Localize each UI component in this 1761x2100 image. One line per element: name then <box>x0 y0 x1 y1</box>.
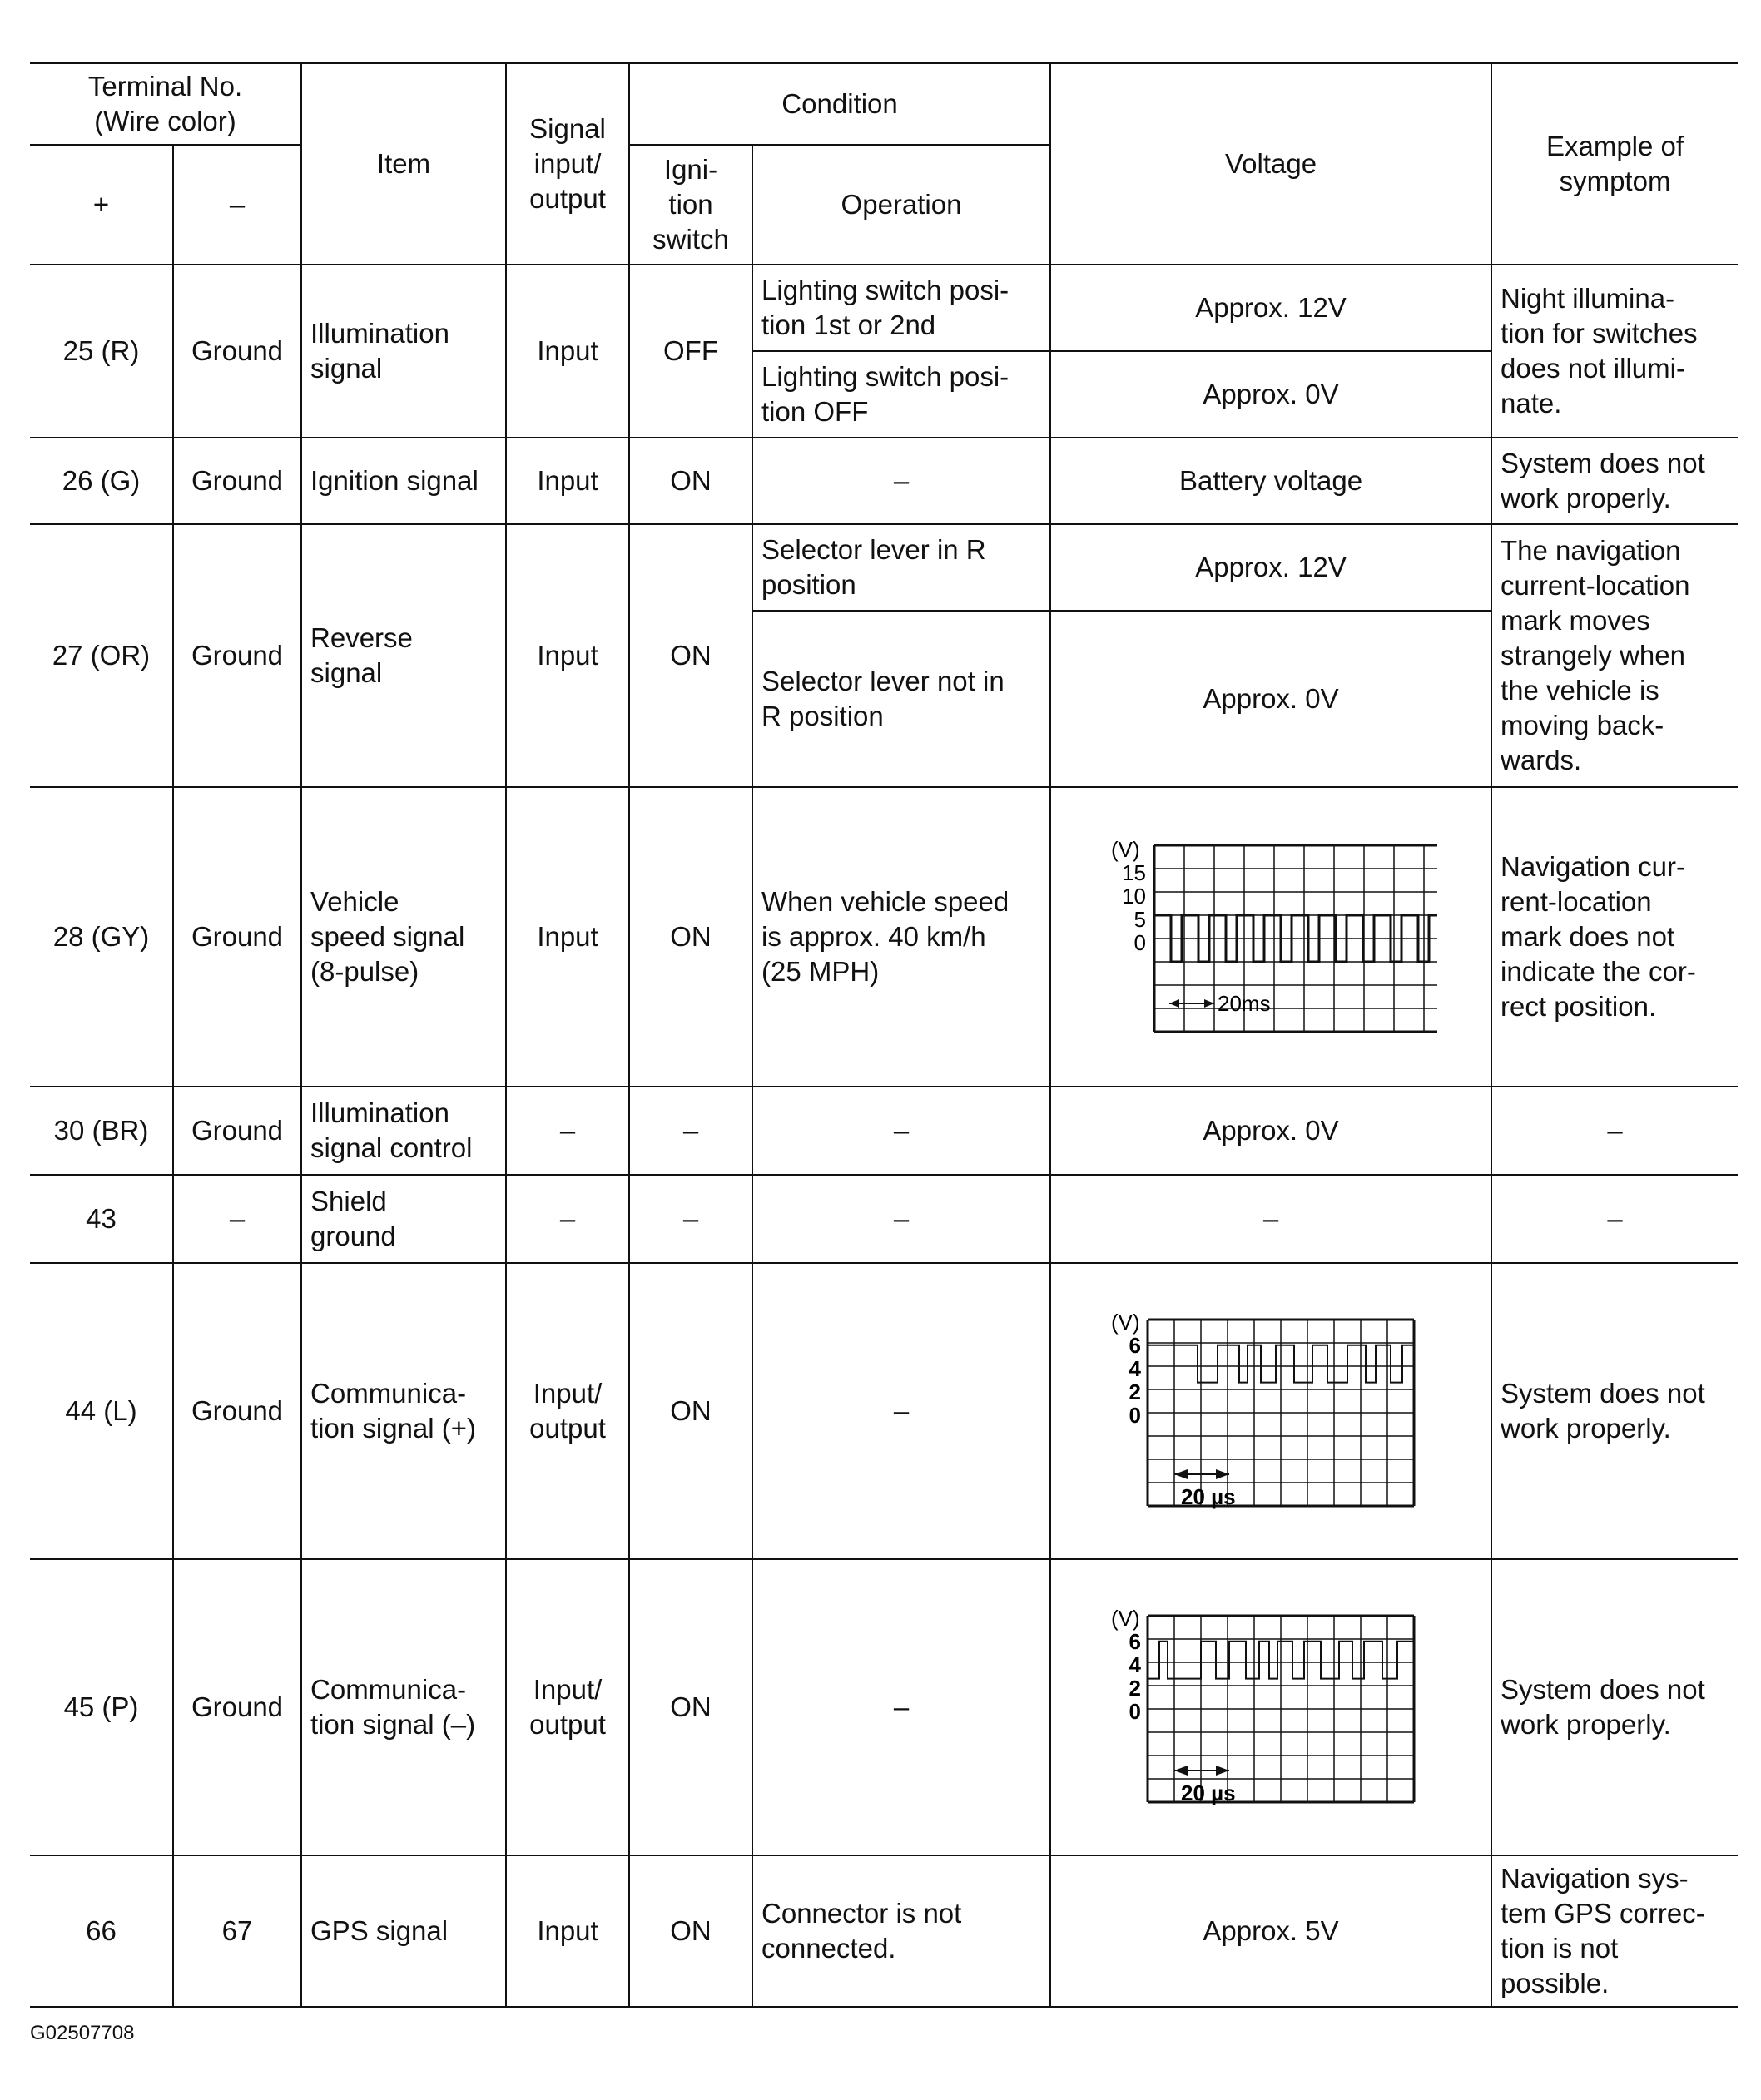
row-operation: – <box>752 1087 1050 1175</box>
waveform-unit: (V) <box>1111 1606 1140 1631</box>
row-plus: 66 <box>30 1855 173 2008</box>
header-signal: Signal input/ output <box>506 63 629 265</box>
waveform-tick: 0 <box>1129 1403 1142 1428</box>
row-operation: Connector is not connected. <box>752 1855 1050 2008</box>
waveform-time-label: 20ms <box>1218 991 1271 1016</box>
row-operation: Selector lever in R position <box>752 524 1050 611</box>
row-ignition: OFF <box>629 265 752 438</box>
row-signal: Input <box>506 265 629 438</box>
waveform-time-label: 20 µs <box>1181 1781 1236 1805</box>
row-plus: 28 (GY) <box>30 787 173 1087</box>
row-operation: Selector lever not in R position <box>752 611 1050 787</box>
row-minus: Ground <box>173 787 301 1087</box>
row-item: Reverse signal <box>301 524 506 787</box>
row-voltage: Approx. 12V <box>1050 524 1491 611</box>
header-plus: + <box>30 145 173 265</box>
row-signal: – <box>506 1175 629 1263</box>
row-minus: Ground <box>173 1087 301 1175</box>
row-plus: 25 (R) <box>30 265 173 438</box>
arrow-head-icon <box>1169 999 1179 1008</box>
row-item: Vehicle speed signal (8-pulse) <box>301 787 506 1087</box>
row-operation: – <box>752 1559 1050 1855</box>
row-ignition: ON <box>629 1855 752 2008</box>
waveform-tick: 4 <box>1129 1652 1142 1677</box>
row-voltage: Approx. 0V <box>1050 351 1491 438</box>
row-operation: – <box>752 1263 1050 1559</box>
row-symptom: – <box>1491 1087 1738 1175</box>
row-item: GPS signal <box>301 1855 506 2008</box>
arrow-head-icon <box>1204 999 1214 1008</box>
row-symptom: Night illumina- tion for switches does not illumi- nate. <box>1491 265 1738 438</box>
row-plus: 44 (L) <box>30 1263 173 1559</box>
header-operation: Operation <box>752 145 1050 265</box>
row-signal: Input/ output <box>506 1559 629 1855</box>
waveform-tick: 0 <box>1133 930 1147 955</box>
waveform-tick: 2 <box>1129 1676 1142 1701</box>
waveform-tick: 10 <box>1122 884 1147 909</box>
row-signal: Input/ output <box>506 1263 629 1559</box>
waveform-tick: 15 <box>1122 860 1147 885</box>
header-item: Item <box>301 63 506 265</box>
row-operation: Lighting switch posi- tion OFF <box>752 351 1050 438</box>
row-minus: Ground <box>173 1263 301 1559</box>
row-signal: – <box>506 1087 629 1175</box>
row-item: Illumination signal control <box>301 1087 506 1175</box>
row-operation: – <box>752 438 1050 524</box>
row-voltage: Approx. 5V <box>1050 1855 1491 2008</box>
header-symptom: Example of symptom <box>1491 63 1738 265</box>
comm-plus-waveform <box>1104 1303 1437 1519</box>
header-terminal: Terminal No. (Wire color) <box>30 63 301 146</box>
row-signal: Input <box>506 1855 629 2008</box>
comm-minus-waveform <box>1104 1599 1437 1815</box>
row-plus: 27 (OR) <box>30 524 173 787</box>
row-item: Illumination signal <box>301 265 506 438</box>
waveform-tick: 6 <box>1129 1333 1142 1358</box>
row-symptom: The navigation current-location mark moves strangely when the vehicle is moving back- wards. <box>1491 524 1738 787</box>
waveform-tick: 5 <box>1133 907 1147 932</box>
row-item: Communica- tion signal (+) <box>301 1263 506 1559</box>
waveform-unit: (V) <box>1111 837 1140 862</box>
row-symptom: – <box>1491 1175 1738 1263</box>
row-voltage: Approx. 0V <box>1050 611 1491 787</box>
row-voltage: Approx. 12V <box>1050 265 1491 351</box>
arrow-head-icon <box>1174 1469 1188 1479</box>
waveform-unit: (V) <box>1111 1310 1140 1335</box>
row-plus: 26 (G) <box>30 438 173 524</box>
row-plus: 30 (BR) <box>30 1087 173 1175</box>
row-symptom: Navigation sys- tem GPS correc- tion is not possible. <box>1491 1855 1738 2008</box>
terminal-spec-table <box>30 62 1738 2008</box>
waveform-tick: 2 <box>1129 1379 1142 1404</box>
row-plus: 45 (P) <box>30 1559 173 1855</box>
row-ignition: ON <box>629 438 752 524</box>
row-operation: Lighting switch posi- tion 1st or 2nd <box>752 265 1050 351</box>
header-minus: – <box>173 145 301 265</box>
comm-plus-waveform-cell <box>1050 1263 1491 1559</box>
row-ignition: – <box>629 1087 752 1175</box>
speed-pulse-waveform <box>1104 829 1437 1045</box>
row-signal: Input <box>506 524 629 787</box>
arrow-head-icon <box>1174 1766 1188 1776</box>
row-minus: Ground <box>173 1559 301 1855</box>
waveform-tick: 0 <box>1129 1699 1142 1724</box>
waveform-tick: 4 <box>1129 1356 1142 1381</box>
row-voltage: Battery voltage <box>1050 438 1491 524</box>
header-voltage: Voltage <box>1050 63 1491 265</box>
comm-minus-waveform-cell <box>1050 1559 1491 1855</box>
row-symptom: System does not work properly. <box>1491 1263 1738 1559</box>
row-signal: Input <box>506 438 629 524</box>
header-condition: Condition <box>629 63 1050 146</box>
row-operation: When vehicle speed is approx. 40 km/h (25 MPH) <box>752 787 1050 1087</box>
row-ignition: ON <box>629 1263 752 1559</box>
row-symptom: System does not work properly. <box>1491 438 1738 524</box>
row-minus: Ground <box>173 524 301 787</box>
waveform-tick: 6 <box>1129 1629 1142 1654</box>
row-ignition: ON <box>629 524 752 787</box>
row-plus: 43 <box>30 1175 173 1263</box>
row-voltage: Approx. 0V <box>1050 1087 1491 1175</box>
speed-waveform-cell <box>1050 787 1491 1087</box>
row-item: Ignition signal <box>301 438 506 524</box>
row-voltage: – <box>1050 1175 1491 1263</box>
row-operation: – <box>752 1175 1050 1263</box>
row-item: Communica- tion signal (–) <box>301 1559 506 1855</box>
waveform-time-label: 20 µs <box>1181 1484 1236 1509</box>
row-symptom: System does not work properly. <box>1491 1559 1738 1855</box>
row-ignition: ON <box>629 1559 752 1855</box>
row-symptom: Navigation cur- rent-location mark does not indicate the cor- rect position. <box>1491 787 1738 1087</box>
row-ignition: ON <box>629 787 752 1087</box>
row-item: Shield ground <box>301 1175 506 1263</box>
row-ignition: – <box>629 1175 752 1263</box>
figure-code: G02507708 <box>30 2022 135 2044</box>
row-minus: 67 <box>173 1855 301 2008</box>
row-minus: Ground <box>173 265 301 438</box>
row-signal: Input <box>506 787 629 1087</box>
row-minus: – <box>173 1175 301 1263</box>
row-minus: Ground <box>173 438 301 524</box>
header-ignition: Igni- tion switch <box>629 145 752 265</box>
